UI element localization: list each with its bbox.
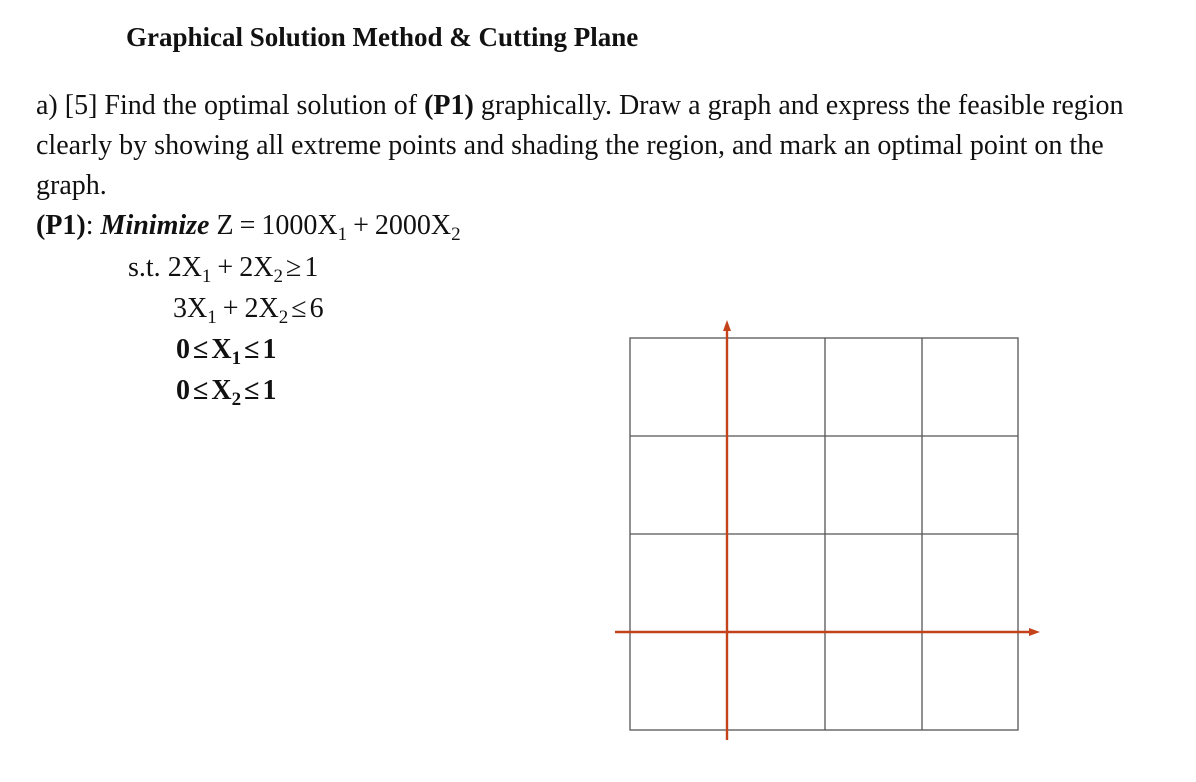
plus-sign: + (217, 252, 234, 283)
subscript: 1 (231, 348, 242, 369)
lower-bound: 0 (176, 375, 190, 406)
term: 2X (167, 252, 202, 283)
objective-term-2: 2000X (374, 210, 452, 241)
constraint-1 (128, 248, 318, 291)
axes (615, 320, 1040, 740)
relation: ≤ (244, 375, 260, 406)
equals-sign: = (239, 210, 256, 241)
question-body: graphically. Draw a graph and express the feasible region clearly by showing all extreme points and shading the region, and mark an optimal point on the graph. (36, 90, 1124, 201)
variable: X (211, 375, 232, 406)
colon: : (85, 210, 94, 241)
subscript: 1 (337, 224, 348, 245)
objective-term-1: 1000X (261, 210, 338, 241)
plus-sign: + (353, 210, 369, 241)
question-text (36, 86, 1166, 206)
problem-label: (P1) (36, 210, 86, 241)
st-label: s.t. (128, 252, 161, 283)
grid-border (630, 338, 1018, 730)
x-axis-arrow-icon (1029, 628, 1040, 636)
question-marker: a) [5] Find the optimal solution of (36, 90, 425, 121)
subscript: 1 (201, 266, 212, 287)
bound-x2 (176, 371, 276, 414)
term: 3X (173, 293, 208, 324)
variable: X (211, 334, 232, 365)
y-axis-arrow-icon (723, 320, 731, 331)
problem-reference: (P1) (424, 90, 474, 121)
relation: ≤ (193, 375, 209, 406)
relation: ≤ (193, 334, 209, 365)
page-title: Graphical Solution Method & Cutting Plane (126, 22, 639, 52)
term: 2X (239, 252, 274, 283)
relation: ≤ (291, 293, 307, 324)
upper-bound: 1 (262, 375, 277, 406)
plus-sign: + (222, 293, 239, 324)
objective-variable: Z (216, 210, 234, 241)
term: 2X (244, 293, 279, 324)
subscript: 1 (207, 307, 217, 328)
objective-line (36, 206, 461, 249)
relation: ≥ (285, 252, 302, 283)
constraint-2 (173, 289, 324, 332)
subscript: 2 (273, 266, 283, 287)
grid-lines (630, 338, 1018, 730)
bound-x1 (176, 330, 276, 373)
subscript: 2 (278, 307, 289, 328)
rhs: 1 (304, 252, 319, 283)
upper-bound: 1 (262, 334, 277, 365)
subscript: 2 (451, 224, 461, 245)
lower-bound: 0 (176, 334, 190, 365)
subscript: 2 (231, 389, 242, 410)
relation: ≤ (244, 334, 260, 365)
minimize-word: Minimize (100, 210, 210, 241)
rhs: 6 (309, 293, 324, 324)
